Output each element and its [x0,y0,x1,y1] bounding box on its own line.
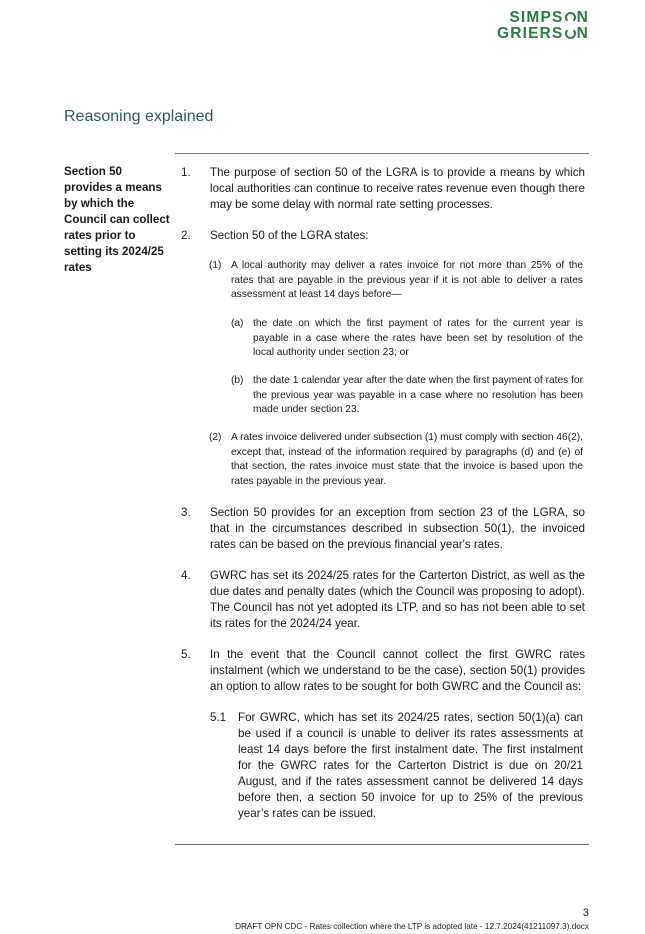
paragraph-5 [181,647,585,695]
quote-subsection-1 [209,259,583,303]
paragraph-2 [181,228,585,244]
logo-circle-top-icon [565,12,576,23]
logo-circle-bottom-icon [565,28,576,39]
paragraph-text: In the event that the Council cannot collect the first GWRC rates instalment (which we understand to be the case), section 50(1) provides an option to allow rates to be sought for both GWRC and the Council as: [210,648,585,693]
paragraph-1 [181,165,585,213]
paragraph-text: GWRC has set its 2024/25 rates for the Carterton District, as well as the due dates and penalty dates (which the Council was proposing to adopt). The Council has not yet adopted its LTP, and so has not been able to set its rates for the 2024/24 year. [210,569,585,630]
paragraph-4 [181,568,585,632]
paragraph-text: Section 50 of the LGRA states: [210,229,369,242]
subsection-number: (2) [209,432,222,443]
quote-paragraph-b [231,374,583,418]
subsection-number: (1) [209,260,222,271]
subsection-text: A rates invoice delivered under subsection (1) must comply with section 46(2), except that, instead of the information required by paragraphs (d) and (e) of that section, the rates invoice must state that the invoice is based upon the rates payable in the previous year. [231,432,583,487]
paragraph-number: 2. [181,229,191,242]
clause-text: the date 1 calendar year after the date when the first payment of rates for the previous year was payable in a case where no resolution has been made under section 23. [253,375,583,415]
logo-line-2: GRIERS N [496,25,589,42]
paragraph-text: Section 50 provides for an exception from section 23 of the LGRA, so that in the circumstances described in subsection 50(1), the invoiced rates can be based on the previous financial year's rates. [210,506,585,551]
section-heading: Reasoning explained [64,108,214,125]
clause-letter: (b) [231,375,244,386]
clause-text: the date on which the first payment of rates for the current year is payable in a case where the rates have been set by resolution of the local authority under section 23; or [253,318,583,358]
quote-paragraph-a [231,317,583,361]
paragraph-number: 4. [181,569,191,582]
paragraph-number: 3. [181,506,191,519]
paragraph-number: 5. [181,648,191,661]
document-footer: DRAFT OPN CDC - Rates collection where the LTP is adopted late - 12.7.2024(41211097.3).docx [235,922,589,931]
simpson-grierson-logo [497,10,589,42]
paragraph-number: 1. [181,166,191,179]
top-divider [175,153,589,154]
clause-letter: (a) [231,318,244,329]
quote-subsection-2 [209,431,583,489]
subparagraph-number: 5.1 [210,711,227,724]
subsection-text: A local authority may deliver a rates invoice for not more than 25% of the rates that are payable in the previous year if it is not able to deliver a rates assessment at least 14 days before— [231,260,583,300]
bottom-divider [175,844,589,845]
subparagraph-text: For GWRC, which has set its 2024/25 rates, section 50(1)(a) can be used if a council is unable to deliver its rates assessments at least 14 days before the first instalment date. The first instalment for the GWRC rates for the Carterton District is due on 20/21 August, and if the rates assessment cannot be delivered 14 days before then, a section 50 invoice for up to 25% of the previous year’s rates can be issued. [238,711,583,820]
paragraph-3 [181,505,585,553]
margin-note: Section 50 provides a means by which the Council can collect rates prior to setting its 2024/25 rates [64,165,170,274]
paragraph-text: The purpose of section 50 of the LGRA is to provide a means by which local authorities can continue to receive rates revenue even though there may be some delay with normal rate setting processes. [210,166,585,211]
subparagraph-5-1 [210,710,583,822]
page-number: 3 [582,907,589,919]
logo-line-1: SIMPS N [509,9,589,26]
